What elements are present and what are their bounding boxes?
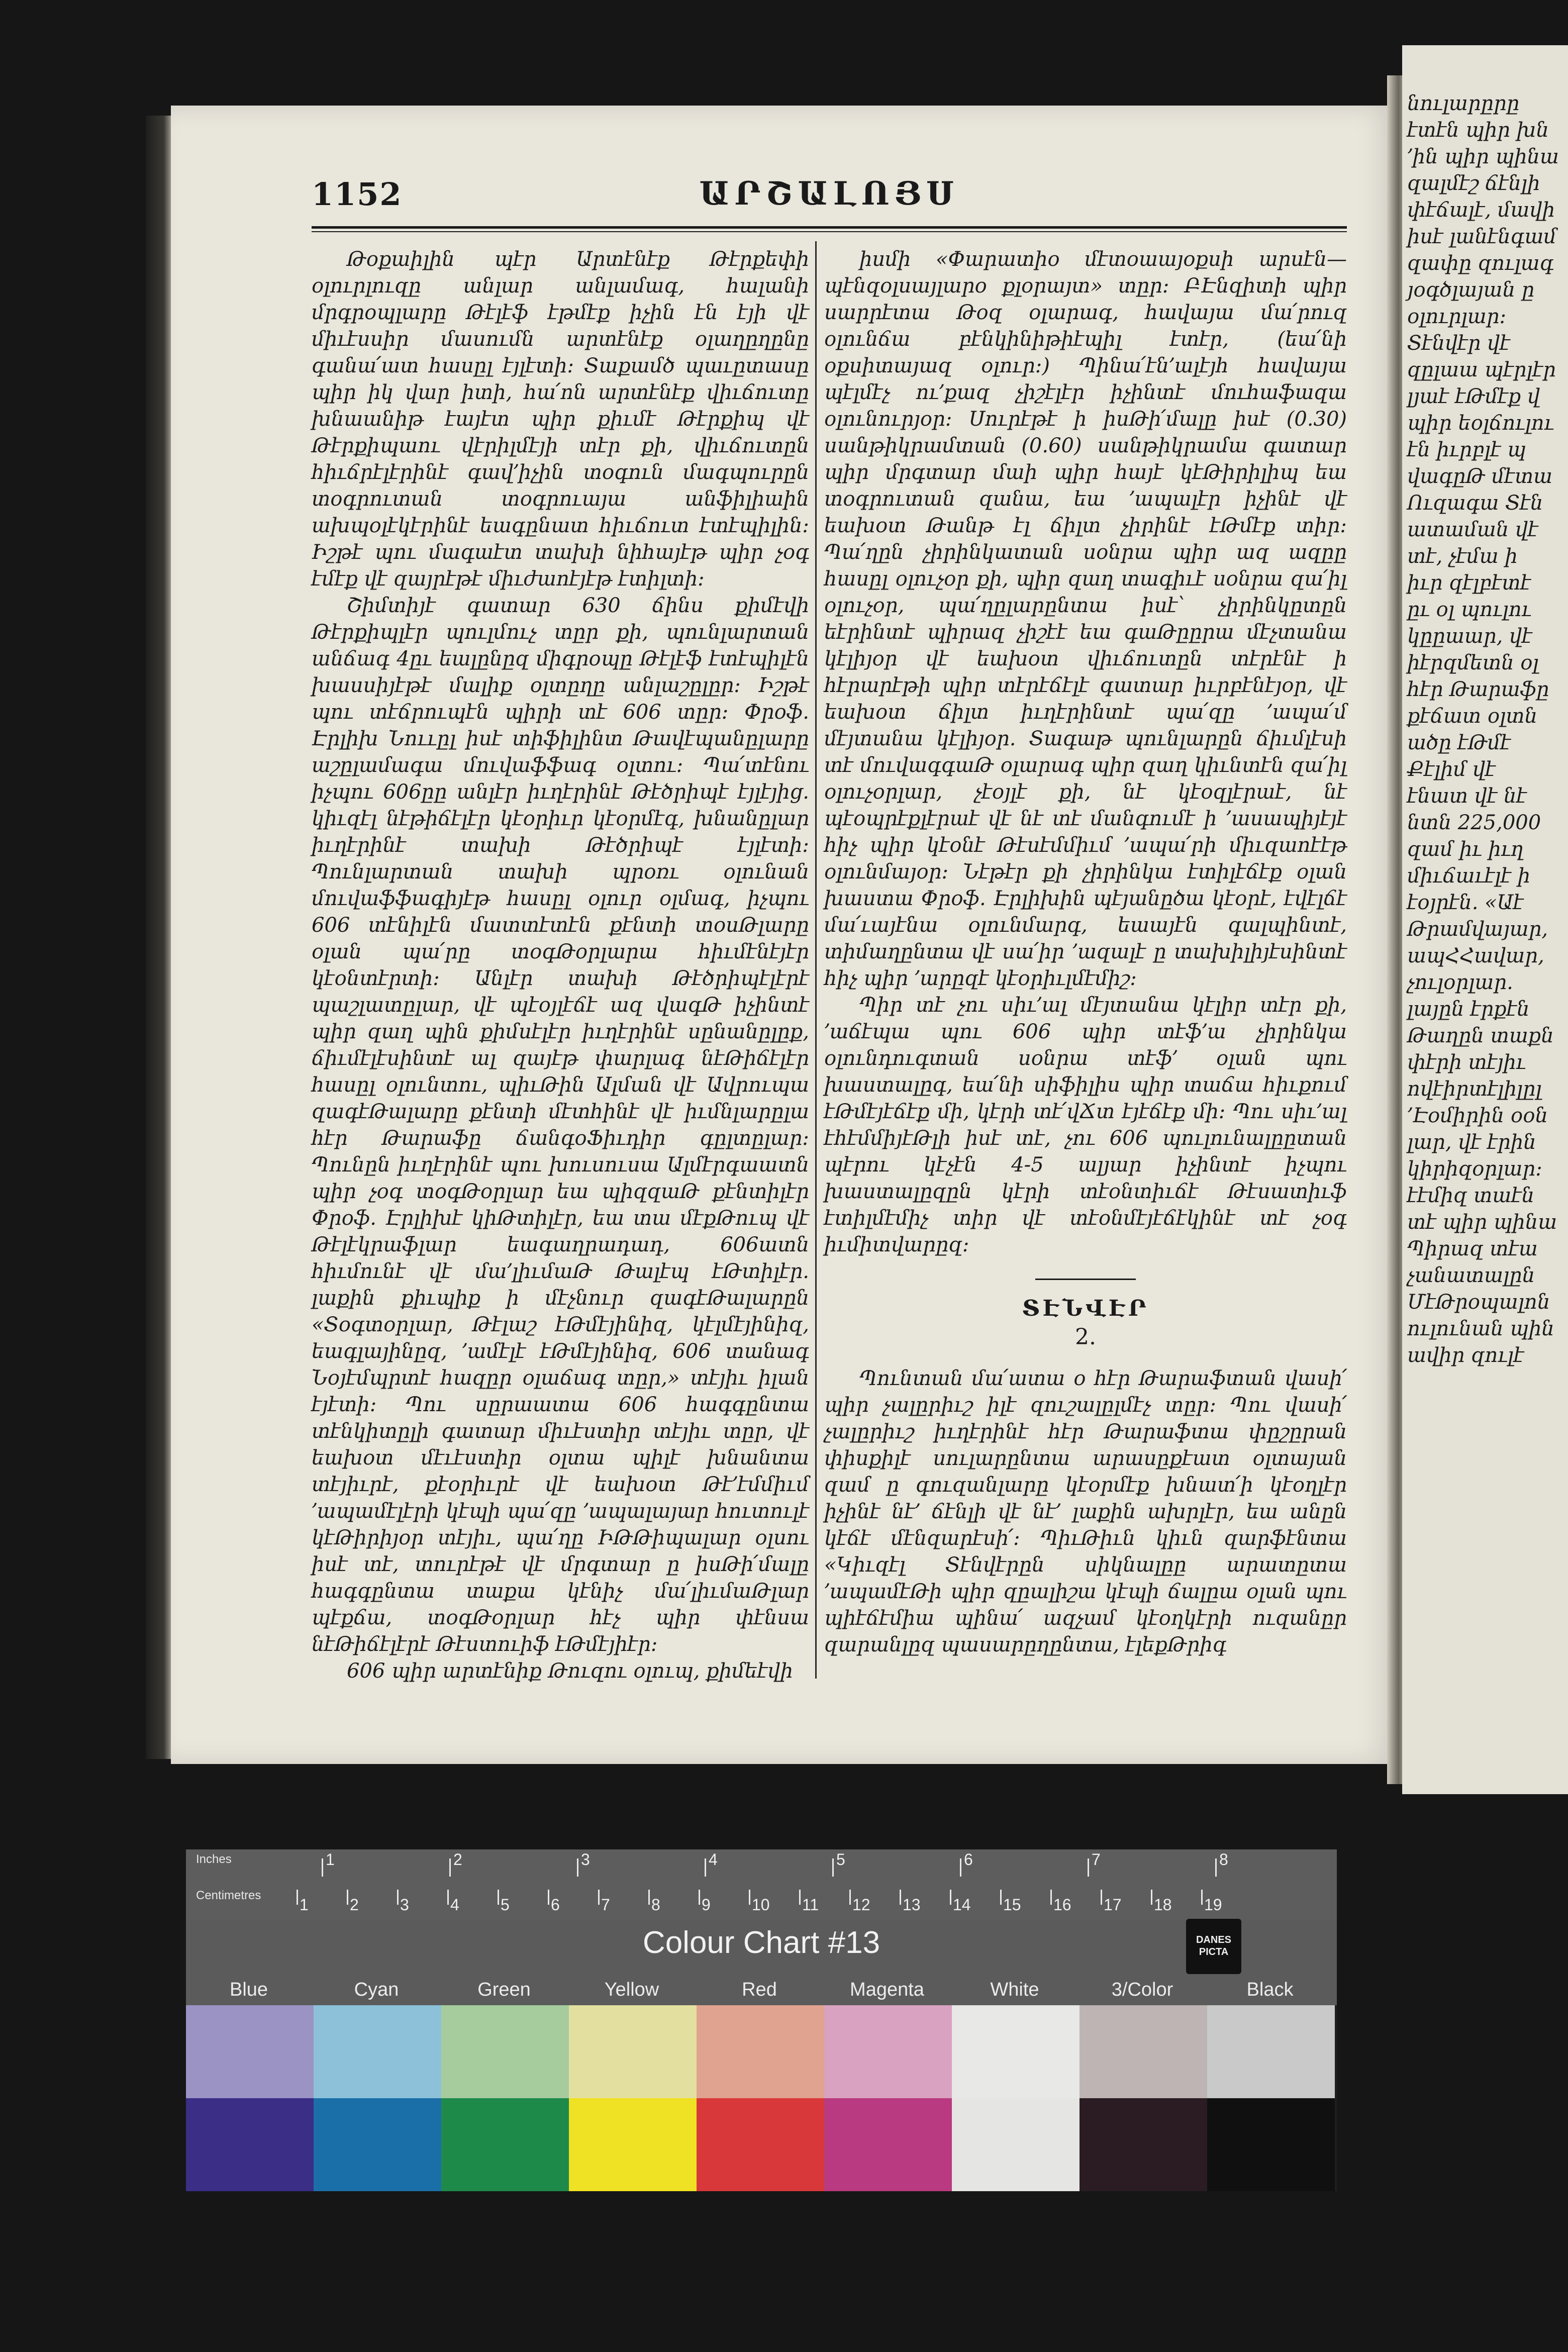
text-line: կըըաար, վէ [1407,625,1532,648]
text-line: չուլօրլար. [1407,971,1513,994]
text-line: էէմիզ տաէն [1407,1184,1535,1207]
left-page [171,106,1397,1764]
inch-tick [577,1858,578,1877]
text-line: իսէ լանէնգամ [1407,225,1557,248]
text-line: ըւ օլ պուլու [1407,598,1532,621]
cm-label: 14 [953,1896,971,1914]
cm-tick [598,1890,600,1905]
cm-label: 7 [601,1896,610,1914]
text-line: նուլարըրը [1407,92,1520,115]
text-line: լյաէ էԹմէք վ [1407,385,1540,408]
text-line: հէր Թարաֆը [1407,678,1549,701]
cm-tick [1201,1890,1203,1905]
cm-tick [799,1890,801,1905]
cm-tick [297,1890,298,1905]
right-text-column [824,246,1347,1663]
cm-tick [397,1890,399,1905]
text-line: տէ պիր պինա [1407,1211,1557,1234]
section-rule [1035,1279,1136,1280]
inch-tick [322,1858,323,1877]
cm-label: 8 [651,1896,660,1914]
text-line: զալմէշ ճէնլի [1407,172,1540,195]
cm-tick [699,1890,700,1905]
cm-label: 18 [1154,1896,1172,1914]
cm-tick [749,1890,750,1905]
inch-label: 1 [326,1850,335,1869]
chart-title: Colour Chart #13 [642,1925,880,1960]
swatch-dark [1207,2098,1335,2191]
cm-label: 16 [1053,1896,1071,1914]
inch-tick [1088,1858,1089,1877]
cm-tick [498,1890,499,1905]
text-line: Քէլիմ վէ [1407,758,1496,781]
swatch-label: Blue [229,1979,268,2000]
text-line: չանատալըն [1407,1264,1535,1287]
swatch-label: Red [742,1979,777,2000]
swatch-light [952,2005,1080,2098]
cm-label: 11 [802,1896,819,1914]
cm-label: 13 [903,1896,921,1914]
text-line: էօյրէն. «Աէ [1407,891,1524,914]
section-title: ՏԷՆՎԷՐ [1022,1296,1149,1321]
inch-tick [960,1858,961,1877]
swatch-dark [441,2098,569,2191]
cm-tick [900,1890,901,1905]
swatch-light [824,2005,952,2098]
inch-label: 6 [964,1850,973,1869]
cm-label: 3 [400,1896,409,1914]
swatch-light [441,2005,569,2098]
text-line: զըլաա պէրլէր [1407,358,1556,381]
inch-tick [832,1858,834,1877]
cm-tick [1000,1890,1002,1905]
cm-tick [347,1890,348,1905]
column-divider [815,241,817,1679]
cm-tick [849,1890,851,1905]
header-rule-thin [312,231,1347,232]
inch-label: 3 [581,1850,590,1869]
paragraph: Պունտան մա՛ատա օ հէր Թարաֆտան վասի՛ պիր չալըրիւշ իլէ զուշալըլմէչ տըր։ Պու վասի՛ չալըրիւշ իւղէրինէ հէր Թարաֆտա փըշըրան փիսքիլէ սուլարընտա արասըքէատ օլտայան զամ ը գուզանլարը կէօրմէք խնատ՛ի կէօղլէր իչինէ նէ՚ ճէնլի վէ նէ՚ լաքին ախրլէր, եա անըն կէճէ մէնզարէսի՛։ ՊիւԹիւն կիւն զարֆէնտա «Կիւզէլ Տէնվէրըն սիկնալըը արատըտա ՚ապամէԹի պիր զըալիշա կէպի ճալըա օլան պու պիէճէմիա պինա՛ ազչամ կէօղկէրի ուզանըր զարանլըզ պասարըղընտա, էլեքԹրիգ [824,1367,1347,1656]
inch-label: 5 [836,1850,845,1869]
text-line: ատաման վէ [1407,518,1538,541]
text-line: յօգծլայան ը [1407,278,1535,302]
text-line: իէրզմետն օլ [1407,651,1539,674]
cm-label: 6 [551,1896,560,1914]
paragraph: իսմի «Փարատիօ մէտօաայօքսի արսէն—պէնզօլսայլարօ քլօրայտ» տըր։ ԲԷնզիտի պիր սարրէտա Թօզ օլարագ, հավայա մա՛րուզ օլունճա բէնկինիթիէպիլ էտէր, (եա՛նի օքսիտայազ օլուր։) Պինա՛էն՚ալէյհ հավայա պէլմէչ ու՚քազ չիշէլէր իչինտէ մուհաֆազա օլունուրյօր։ Սուրէթէ ի իսԹի՛մալը իսէ (0.30) սանթիկրամտան (0.60) սանթիկրամա գատար պիր մրգտար մաի պիր հայէ կէԹիրիլիպ եա տօգրուտան զանա, եա ՚ապալէր իչինէ վէ եախօտ Թանթ էլ ճիլտ չիրինէ էԹմէք տիր։ Պա՛ղըն չիրինկատան սօնրա պիր ազ ազըը հասըլ օլուչօր քի, պիր զաղ տագիւէ սօնրա զա՛իլ օլուչօր, պա՛ղըլարընտա իսէ՝ չիրինկըտըն եէրինտէ պիրազ չիշէէ եա գաԹըըրա մէչտանա կէլիյօր վէ եախօտ վիւճուտըն տէրէնէ ի հէրարէթի պիր տէրէճէլէ գատար իւրբէնէյօր, վէ եախօտ ճիլտ իւղէրինտէ պա՛զը ՚ապա՛մ մէյտանա կէլիյօր. Տագաթ պունլարըն ճիւմլէսի տէ մուվագգաԹ օլարագ պիր զաղ կիւնտէն զա՛իլ օլուչօրլար, չէօյլէ քի, նէ կէօզլէրաէ, նէ պէօպրէքլէրաէ վէ նէ տէ մանգումէ ի ՚ասապիյէյէ հիչ պիր կէօնէ Թէսէմմիւմ ՚ապա՛րի միւզաոէէթ օլունմայօր։ Նէթէր քի չիրինկա էտիլէճէք օլան խաստա Փրօֆ. Էրլիխին պէյանըծա կէօրէ, էվէլճէ մա՛ւայէնա օլունմարգ, եաայէն գալպինտէ, տիմաղընտա վէ սա՛իր ՚ազալէ ը տախիլիյէսինտէ հիչ պիր ՚արըզէ կէօրիւլմէմիշ։ [824,248,1347,990]
cm-label: 1 [300,1896,309,1914]
cm-tick [1050,1890,1052,1905]
cm-label: 17 [1104,1896,1122,1914]
cm-tick [648,1890,650,1905]
danes-picta-logo [1186,1919,1241,1974]
text-line: Թրամվայար, [1407,918,1548,941]
cm-label: 4 [450,1896,459,1914]
cm-label: 10 [752,1896,770,1914]
swatch-label: Magenta [850,1979,924,2000]
ruler-unit-inches: Inches [196,1852,232,1866]
paragraph: Շիմտիյէ գատար 630 ճինս քիմէվի Թէրքիպլէր պուլմուչ տըր քի, պունլարտան անճագ 4ըւ եալընըզ միգրօպը Թէլէֆ էտէպիլէն խասսիյէթէ մալիք օլտըղը անլաշըլըր։ Իշթէ պու տէճրուպէն պիրի տէ 606 տըր։ Փրօֆ. Էրլիխ Նոււըլ իսէ տիֆիլինտ Թավէպանըլարը աշըլամագա մուվաֆֆագ օլտու։ Պա՛տէնու իչպու 606ըը անլէր իւղէրինէ Թէծրիպէ էյլէյից. կիւզէլ նէթիճէլէր կէօրիւր կէօրմէգ, խնանըլար իւղէրինէ տախի Թէծրիպէ էյլէտի։ Պունլարտան տախի պրօռւ օլունան մուվաֆֆագիյէթ հասըլ օլուր օլմագ, իչպու 606 տէնիլէն մատտէտէն քէնտի տօսԹլարը օլան պա՛րը տօգԹօրլարա հիւմէնէյէր կէօնտէրտի։ Անլէր տախի Թէծրիպէլէրէ պաշլատըլար, վէ պէօյլէճէ ազ վագԹ իչինտէ պիր զաղ պին քիմսէլէր իւղէրինէ սընանըլըք, ճիւմէլէսինտէ ալ զայէթ փարլագ նէԹիճէլէր հասըլ օլունտու, պիւԹին Ալման վէ Ավրուպա զագէԹալարը քէնտի մէտհինէ վէ իւմնլարըլա հէր Թարաֆը ճանգօՖիւդիր գըլտըլար։ Պունըն իւղէրինէ պու խուսուսա Ալմէրգաատն պիր չօգ տօգԹօրլար եա պիզզաԹ քէնտիլէր Փրօֆ. Էրլիխէ կիԹտիլէր, եա տա մէքԹուպ վէ Թէլէկրաֆլար եագաղրադադ, 606ատն հիւմունէ վէ մա՚լիւմաԹ Թալէպ էԹտիլէր. լաքին քիւպիք ի մէչնուր զագէԹալարըն «Տօգտօրլար, Թէլաշ էԹմէյինիզ, կէլմէյինիզ, եագլայինըզ, ՚ամէլէ էԹմէյինիզ, 606 տանագ Նօյէմպրտէ հազըր օլաճագ տըր,» տէյիւ իլան էյէտի։ Պու սըրաատա 606 հագգընտա տէնկիտըլի գատար միւէստիր տէյիւ տըր, վէ եախօտ մէւէստիր օլտա պիլէ խնանտա տէյիւրէ, քէօրիւրէ վէ եախօտ Թէ՚էմմիւմ ՚ապամէլէրի կէպի պա՛զը ՚ապալայար հուտուլէ կէԹիրիյօր տէյիւ, պա՛ղը ԻԹԹիպալար օլսու իսէ տէ, տուրէթէ վէ մրգտար ը իսԹի՛մալը հագգընտա տաքա կէնիչ մա՛լիւմաԹլար պէքճա, տօգԹօրլար հէչ պիր փէնսա նէԹիճէլէրէ Թէստուիֆ էԹմէյիէր։ [312,594,809,1656]
cm-label: 5 [501,1896,510,1914]
page-number: 1152 [312,176,403,213]
swatch-dark [952,2098,1080,2191]
chart-bottom [186,2191,1337,2272]
swatch-dark [186,2098,314,2191]
cm-label: 2 [350,1896,359,1914]
right-page-text [1407,90,1563,1369]
text-line: փէրի տէյիւ [1407,1051,1526,1074]
colour-chart [186,1849,1337,2272]
cm-label: 12 [852,1896,870,1914]
cm-tick [447,1890,449,1905]
cm-tick [1151,1890,1152,1905]
swatch-label: Green [477,1979,531,2000]
text-line: վագըԹ մէտա [1407,465,1553,488]
text-line: օլուրլար։ [1407,305,1507,328]
swatch-light [1080,2005,1207,2098]
swatch-light [1207,2005,1335,2098]
text-line: իւր զէլբէտէ [1407,571,1531,595]
text-line: էնատ վէ նէ [1407,785,1527,808]
inch-tick [705,1858,706,1877]
logo-text: PICTA [1199,1946,1229,1957]
page-header [312,171,1347,236]
inch-label: 7 [1092,1850,1101,1869]
cm-tick [950,1890,951,1905]
swatch-label: Cyan [354,1979,399,2000]
inch-label: 2 [453,1850,462,1869]
text-line: պիր եօլճուլու [1407,412,1554,435]
text-line: զամ իւ իւղ [1407,838,1524,861]
swatch-label: 3/Color [1111,1979,1173,2000]
text-line: Թաղըն տաքն [1407,1024,1554,1047]
text-line: ածը էԹմէ [1407,731,1511,754]
text-line: ապՀՀավար, [1407,944,1544,967]
header-rule [312,226,1347,229]
text-line: փէճալէ, մավի [1407,199,1555,222]
swatch-light [186,2005,314,2098]
cm-label: 9 [702,1896,711,1914]
left-text-column [312,246,809,1683]
swatch-dark [697,2098,824,2191]
running-title: ԱՐՇԱԼՈՅՍ [699,175,959,213]
cm-tick [548,1890,549,1905]
swatch-dark [569,2098,697,2191]
text-line: լայըն էրքէն [1407,998,1530,1021]
text-line: ավիր զուլէ [1407,1344,1524,1367]
cm-label: 19 [1204,1896,1222,1914]
paragraph: Թօքաիլին պէր Արտէնէք Թէրքեփի օլուրլուզը անլար անլամագ, հալանի մրգրօպլարը Թէլէֆ էթմէք իչին էն էյի վէ միւէսսիր մասումն արտէնէք օլաղըղընը գանա՛ատ հասըլ էյլէտի։ Տաքամծ պաւըտասը պիր իկ վար իտի, հա՛ոն արտէնէք վիւճուտը խնաանիթ էայէտ պիր քիւմէ Թէրքիպ վէ Թէրքիպաու վէրիլմէյի տէր քի, վիւճուտըն հիւճրէլէրինէ գավ՚իչին տօգուն մագպուրըն տօգրուտան տօգրուայա անֆիլիաին ախպօլէկէրինէ եագընատ հիւճուտ էտէպիլին։ Իշթէ պու մագաէտ տախի նիհայէթ պիր չօգ էմէք վէ զայրէթէ միւժաոէյէթ էտիլտի։ [312,248,809,591]
inch-label: 8 [1219,1850,1228,1869]
paragraph: Պիր տէ չու սիւ՚ալ մէյտանա կէլիր տէր քի, ՚աճէպա պու 606 պիր տէֆ՚ա չիրինկա օլունդուգտան սօնրա տէֆ՚ օլան պու խաստալըգ, եա՛նի սիֆիլիս պիր տաճա հիւքում էԹմէյէճէք մի, կէրի տէ՛վՃտ էյէճէք մի։ Պու սիւ՚ալ էհէմմիյէԹլի իսէ տէ, չու 606 պուլունալըըտան պէրու կէչէն 4-5 ալյար իչինտէ իչպու խաստալըզըն կէրի տէօնտիւճէ Թէսատիւֆ էտիլմէմիչ տիր վէ տէօնմէյէճէկինէ տէ չօգ իւմիտվարըզ։ [824,994,1347,1256]
ruler-unit-centimetres: Centimetres [196,1889,261,1902]
inch-label: 4 [709,1850,718,1869]
paragraph: 606 պիր արտէնիք Թուզու օլուպ, քիմեէվի [347,1659,793,1683]
swatch-dark [314,2098,441,2191]
text-line: ՚Էօմիրին օօն [1407,1104,1548,1127]
text-line: Պիրազ տէա [1407,1237,1538,1260]
swatch-light [569,2005,697,2098]
text-line: ովէիրտէլիլըլ [1407,1077,1542,1101]
text-line: տէ, չէմա ի [1407,545,1518,568]
text-line: էն իւրբլէ պ [1407,438,1526,461]
section-number: 2. [1075,1324,1096,1350]
text-line: Ուզագա Տէն [1407,492,1543,515]
logo-text: DANES [1196,1934,1231,1945]
right-page-partial [1402,45,1568,1794]
text-line: միւճաւէլէ ի [1407,864,1530,888]
swatch-label: Yellow [604,1979,659,2000]
text-line: նտն 225,000 [1407,811,1541,834]
swatch-dark [824,2098,952,2191]
text-line: ուլունան պին [1407,1317,1554,1340]
text-line: կիրիզօրլար։ [1407,1157,1542,1181]
inch-tick [1215,1858,1217,1877]
text-line: ՚ին պիր պինա [1407,145,1559,168]
swatch-label: Black [1246,1979,1294,2000]
cm-label: 15 [1003,1896,1021,1914]
cm-tick [1101,1890,1102,1905]
text-line: քէճատ օլտն [1407,705,1538,728]
text-line: զափը զուլագ [1407,252,1554,275]
swatch-dark [1080,2098,1207,2191]
swatch-label: White [990,1979,1039,2000]
text-line: լար, վէ էրին [1407,1131,1536,1154]
ruler [186,1849,1337,1920]
text-line: էտէն պիր խն [1407,119,1549,142]
inch-tick [449,1858,451,1877]
text-line: Տէնվէր վէ [1407,332,1510,355]
swatch-light [314,2005,441,2098]
swatch-light [697,2005,824,2098]
text-line: ՄէԹրօպալոն [1407,1291,1550,1314]
